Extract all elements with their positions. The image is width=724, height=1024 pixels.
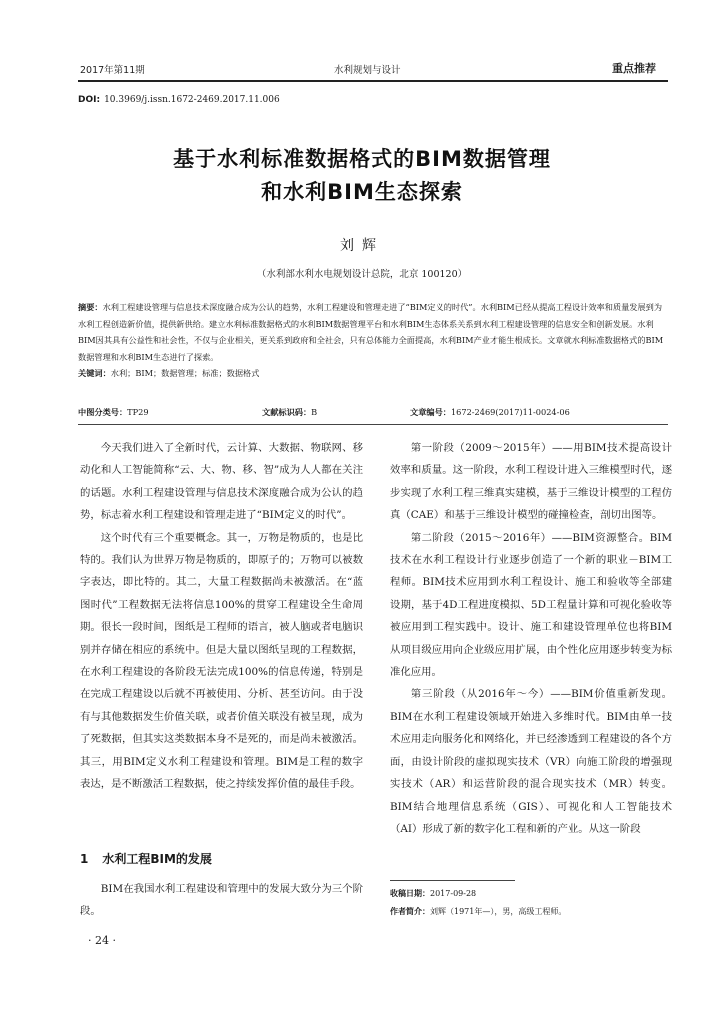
section-heading bbox=[80, 850, 212, 867]
article-number-label: 文章编号： bbox=[410, 407, 451, 417]
header-issue: 2017年第11期 bbox=[80, 65, 145, 76]
paragraph: 第三阶段（从2016年～今）——BIM价值重新发现。BIM在水利工程建设领域开始进入多维时代。BIM由单一技术应用走向服务化和网络化，并已经渗透到工程建设的各个方面，由设计阶段的虚拟现实技术（VR）向施工阶段的增强现实技术（AR）和运营阶段的混合现实技术（MR）转变。BIM结合地理信息系统（GIS）、可视化和人工智能技术（AI）形成了新的数字化工程和新的产业。从这一阶段 bbox=[390, 688, 672, 835]
keywords-label: 关键词： bbox=[78, 368, 111, 379]
abstract bbox=[78, 299, 664, 365]
author-info: 刘辉（1971年—），男，高级工程师。 bbox=[430, 907, 567, 916]
clc-code bbox=[78, 407, 149, 418]
clc-label: 中图分类号： bbox=[78, 407, 128, 417]
section-body bbox=[80, 878, 363, 923]
left-column bbox=[80, 437, 363, 796]
clc-value: TP29 bbox=[127, 407, 149, 417]
article-number bbox=[410, 407, 570, 418]
paragraph: 第一阶段（2009～2015年）——用BIM技术提高设计效率和质量。这一阶段，水利工程设计进入三维模型时代，逐步实现了水利工程三维真实建模，基于三维设计模型的工程仿真（CAE）和基于三维设计模型的碰撞检查，剖切出图等。 bbox=[390, 442, 672, 522]
doi-value: 10.3969/j.issn.1672-2469.2017.11.006 bbox=[104, 95, 280, 105]
keywords-text: 水利；BIM；数据管理；标准；数据格式 bbox=[110, 368, 260, 379]
header-section: 重点推荐 bbox=[612, 62, 656, 75]
doc-code-label: 文献标识码： bbox=[262, 407, 312, 417]
received-date: 2017-09-28 bbox=[430, 889, 477, 898]
section-number: 1 bbox=[80, 852, 89, 866]
header-rule bbox=[78, 80, 668, 82]
header-journal: 水利规划与设计 bbox=[334, 65, 401, 76]
divider bbox=[78, 424, 668, 425]
paragraph: BIM在我国水利工程建设和管理中的发展大致分为三个阶段。 bbox=[80, 883, 363, 918]
abstract-label: 摘要： bbox=[78, 302, 103, 312]
doc-code-value: B bbox=[311, 407, 318, 417]
abstract-block bbox=[78, 299, 664, 382]
author-name: 刘辉 bbox=[340, 238, 384, 254]
footnote-rule bbox=[390, 880, 515, 881]
footnote-author bbox=[390, 906, 566, 917]
abstract-text: 水利工程建设管理与信息技术深度融合成为公认的趋势，水利工程建设和管理走进了“BIM定义的时代”。水利BIM已经从提高工程设计效率和质量发展到为水利工程创造新价值，提供新供给。建立水利标准数据格式的水利BIM数据管理平台和水利BIM生态体系关系到水利工程建设管理的信息安全和创新发展。水利BIM因其具有公益性和社会性，不仅与企业相关，更关系到政府和全社会，只有总体能力全面提高，水利BIM产业才能生根成长。文章就水利标准数据格式的BIM数据管理和水利BIM生态进行了探索。 bbox=[78, 302, 664, 362]
page-number: · 24 · bbox=[88, 934, 116, 947]
right-column bbox=[390, 437, 672, 840]
doc-code bbox=[262, 407, 317, 418]
doi-label: DOI: bbox=[78, 95, 101, 105]
footnote-received bbox=[390, 888, 476, 899]
section-title: 水利工程BIM的发展 bbox=[102, 852, 212, 866]
article-number-value: 1672-2469(2017)11-0024-06 bbox=[450, 407, 570, 417]
keywords bbox=[78, 365, 664, 382]
title-line-1: 基于水利标准数据格式的BIM数据管理 bbox=[173, 147, 551, 171]
paragraph: 第二阶段（2015～2016年）——BIM资源整合。BIM技术在水利工程设计行业逐步创造了一个新的职业－BIM工程师。BIM技术应用到水利工程设计、施工和验收等全部建设期，基于4D工程进度模拟、5D工程量计算和可视化验收等被应用到工程实践中。设计、施工和建设管理单位也将BIM从项目级应用向企业级应用扩展，由个性化应用逐步转变为标准化应用。 bbox=[390, 531, 672, 679]
received-label: 收稿日期： bbox=[390, 889, 430, 898]
doi-line bbox=[78, 95, 280, 105]
author-info-label: 作者简介： bbox=[390, 907, 430, 916]
paragraph: 今天我们进入了全新时代，云计算、大数据、物联网、移动化和人工智能简称“云、大、物、移、智”成为人人都在关注的话题。水利工程建设管理与信息技术深度融合成为公认的趋势，标志着水利工程建设和管理走进了“BIM定义的时代”。 bbox=[80, 442, 363, 522]
title-line-2: 和水利BIM生态探索 bbox=[261, 180, 463, 204]
affiliation: （水利部水利水电规划设计总院，北京 100120） bbox=[256, 269, 468, 280]
paragraph: 这个时代有三个重要概念。其一，万物是物质的，也是比特的。我们认为世界万物是物质的，即原子的；万物可以被数字表达，即比特的。其二，大量工程数据尚未被激活。在“蓝图时代”工程数据无法将信息100%的贯穿工程建设全生命周期。很长一段时间，图纸是工程师的语言，被人脑或者电脑识别并存储在相应的系统中。但是大量以图纸呈现的工程数据，在水利工程建设的各阶段无法完成100%的信息传递，特别是在完成工程建设以后就不再被使用、分析、甚至访问。由于没有与其他数据发生价值关联，或者价值关联没有被呈现，成为了死数据，但其实这类数据本身不是死的，而是尚未被激活。其三，用BIM定义水利工程建设和管理。BIM是工程的数字表达，是不断激活工程数据，使之持续发挥价值的最佳手段。 bbox=[80, 531, 363, 791]
